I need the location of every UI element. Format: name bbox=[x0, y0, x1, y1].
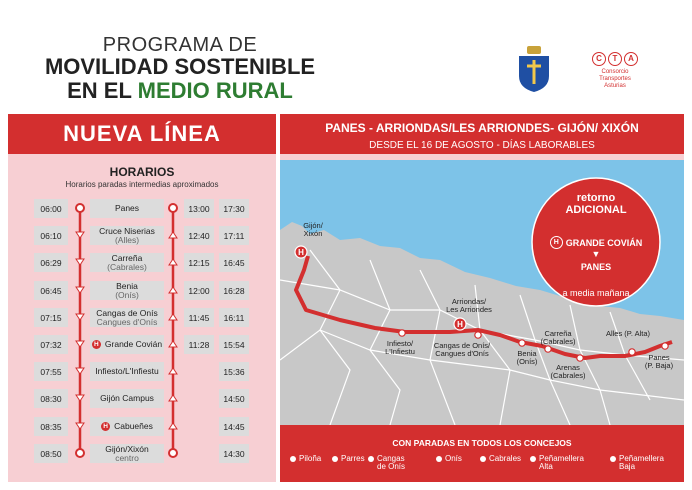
return-time-1: 11:45 bbox=[184, 308, 214, 327]
stop-label: Cruce Niserias bbox=[99, 225, 155, 236]
return-time-1: 12:40 bbox=[184, 226, 214, 245]
retorno-l3: GRANDE COVIÁN bbox=[565, 237, 643, 248]
return-time-2: 17:30 bbox=[219, 199, 249, 218]
cta-caption-1: Consorcio bbox=[601, 69, 629, 75]
return-time-2: 16:11 bbox=[219, 308, 249, 327]
map-label-arenas-1: Arenas bbox=[556, 363, 580, 372]
map-label-gijon-2: Xixón bbox=[303, 229, 323, 238]
map-label-carrena-2: (Cabrales) bbox=[540, 337, 576, 346]
down-arrow-marker bbox=[76, 287, 84, 293]
stop-label: Carreña bbox=[111, 252, 143, 263]
up-arrow-marker bbox=[169, 423, 177, 429]
concejo-name: Peñamellera bbox=[539, 454, 584, 463]
concejo-name: Piloña bbox=[299, 454, 322, 463]
map-label-gijon bbox=[293, 222, 333, 238]
map-label-arriondas bbox=[434, 298, 504, 314]
map-label-arriondas-1: Arriondas/ bbox=[451, 297, 487, 306]
departure-time: 08:50 bbox=[34, 444, 68, 463]
down-arrow-marker bbox=[76, 259, 84, 265]
map-label-panes-1: Panes bbox=[648, 353, 670, 362]
stop-sublabel: (Alles) bbox=[114, 234, 140, 245]
bullet-icon bbox=[290, 456, 296, 462]
stop-label: Benia bbox=[116, 280, 138, 291]
map-label-panes-2: (P. Baja) bbox=[644, 361, 674, 370]
cta-caption-2: Transportes bbox=[599, 76, 631, 82]
stop-label: Cabueñes bbox=[114, 421, 153, 431]
departure-time: 07:32 bbox=[34, 335, 68, 354]
stop-name bbox=[90, 417, 164, 436]
stop-label: Infiesto/L'Infiestu bbox=[95, 366, 159, 376]
concejo-name: Parres bbox=[341, 454, 365, 463]
stop-name bbox=[90, 308, 164, 327]
map-label-cangas bbox=[426, 342, 498, 358]
header-line-2: MOVILIDAD SOSTENIBLE bbox=[44, 54, 316, 79]
stop-label: Panes bbox=[114, 203, 140, 213]
map-label-cangas-1: Cangas de Onís/ bbox=[433, 341, 491, 350]
nueva-linea-title: NUEVA LÍNEA bbox=[8, 114, 276, 154]
stop-name bbox=[90, 226, 164, 245]
concejo-name-2: Baja bbox=[619, 462, 636, 471]
terminal-stop-marker bbox=[76, 204, 84, 212]
concejo-name: Cangas bbox=[377, 454, 405, 463]
concejo-name: Onís bbox=[445, 454, 462, 463]
departure-time: 07:55 bbox=[34, 362, 68, 381]
concejo-item bbox=[332, 455, 365, 463]
concejo-item bbox=[290, 455, 321, 463]
map-label-arenas bbox=[546, 364, 590, 380]
bullet-icon bbox=[368, 456, 374, 462]
cta-letter-a: A bbox=[624, 52, 638, 66]
concejo-item bbox=[436, 455, 462, 463]
map-label-benia-1: Benia bbox=[517, 349, 537, 358]
horarios-heading: HORARIOS bbox=[109, 165, 175, 179]
stop-label: Gijón Campus bbox=[100, 393, 154, 403]
down-arrow-marker bbox=[76, 314, 84, 320]
bullet-icon bbox=[332, 456, 338, 462]
bullet-icon bbox=[480, 456, 486, 462]
concejo-name: Peñamellera bbox=[619, 454, 664, 463]
map-label-gijon-1: Gijón/ bbox=[303, 221, 323, 230]
paradas-heading: CON PARADAS EN TODOS LOS CONCEJOS bbox=[392, 438, 572, 448]
map-label-benia-2: (Onís) bbox=[516, 357, 538, 366]
up-arrow-marker bbox=[169, 314, 177, 320]
stop-name bbox=[90, 281, 164, 300]
retorno-l2: ADICIONAL bbox=[565, 204, 627, 216]
bullet-icon bbox=[530, 456, 536, 462]
departure-time: 07:15 bbox=[34, 308, 68, 327]
terminal-stop-marker bbox=[76, 449, 84, 457]
departure-time: 08:35 bbox=[34, 417, 68, 436]
concejo-name-2: Alta bbox=[539, 462, 553, 471]
svg-text:H: H bbox=[457, 320, 463, 329]
header-line-3b: MEDIO RURAL bbox=[137, 78, 293, 103]
departure-time: 08:30 bbox=[34, 389, 68, 408]
terminal-stop-marker bbox=[169, 449, 177, 457]
bullet-icon bbox=[610, 456, 616, 462]
map-label-infiesto-1: Infiesto/ bbox=[386, 339, 414, 348]
return-time-2: 16:28 bbox=[219, 281, 249, 300]
stop-name bbox=[90, 199, 164, 218]
stop-name bbox=[90, 389, 164, 408]
return-time-1: 13:00 bbox=[184, 199, 214, 218]
header-line-1: PROGRAMA DE bbox=[102, 34, 258, 56]
return-time-1: 12:00 bbox=[184, 281, 214, 300]
hospital-icon: H bbox=[92, 340, 101, 349]
stop-name bbox=[90, 444, 164, 463]
return-time-2: 14:50 bbox=[219, 389, 249, 408]
return-time-1: 12:15 bbox=[184, 253, 214, 272]
map-label-panes bbox=[642, 354, 676, 370]
stop-sublabel: Cangues d'Onís bbox=[96, 316, 158, 327]
map-label-infiesto bbox=[375, 340, 425, 356]
map-label-arenas-2: (Cabrales) bbox=[550, 371, 586, 380]
hospital-icon: H bbox=[550, 236, 563, 249]
cta-letter-t: T bbox=[608, 52, 622, 66]
concejo-name-2: de Onís bbox=[377, 462, 406, 471]
return-time-2: 16:45 bbox=[219, 253, 249, 272]
hospital-icon: H bbox=[101, 422, 110, 431]
stop-label: Gijón/Xixón bbox=[105, 443, 149, 454]
stop-label: Grande Covián bbox=[104, 339, 163, 349]
down-arrow-icon: ▼ bbox=[591, 249, 601, 259]
map-label-carrena bbox=[536, 330, 580, 346]
stop-label: Cangas de Onís bbox=[96, 307, 158, 318]
retorno-l5: a media mañana bbox=[562, 288, 630, 298]
return-time-1: 11:28 bbox=[184, 335, 214, 354]
header-line-3a: EN EL bbox=[67, 78, 138, 103]
up-arrow-marker bbox=[169, 287, 177, 293]
departure-time: 06:45 bbox=[34, 281, 68, 300]
retorno-l3-row bbox=[512, 236, 680, 249]
retorno-l1: retorno bbox=[576, 192, 616, 204]
down-arrow-marker bbox=[76, 232, 84, 238]
down-arrow-marker bbox=[76, 395, 84, 401]
up-arrow-marker bbox=[169, 368, 177, 374]
return-time-2: 15:54 bbox=[219, 335, 249, 354]
return-time-2: 15:36 bbox=[219, 362, 249, 381]
up-arrow-marker bbox=[169, 232, 177, 238]
svg-text:H: H bbox=[298, 248, 304, 257]
map-label-arriondas-2: Les Arriondes bbox=[446, 305, 492, 314]
stop-sublabel: (Cabrales) bbox=[107, 261, 147, 272]
departure-time: 06:29 bbox=[34, 253, 68, 272]
return-time-2: 14:30 bbox=[219, 444, 249, 463]
down-arrow-marker bbox=[76, 368, 84, 374]
cta-caption-3: Asturias bbox=[604, 83, 626, 89]
departure-time: 06:00 bbox=[34, 199, 68, 218]
stop-sublabel: (Onís) bbox=[115, 289, 139, 300]
up-arrow-marker bbox=[169, 395, 177, 401]
map-label-cangas-2: Cangues d'Onís bbox=[435, 349, 489, 358]
return-time-2: 17:11 bbox=[219, 226, 249, 245]
horarios-subtitle: Horarios paradas intermedias aproximados bbox=[65, 180, 219, 189]
stop-name bbox=[90, 253, 164, 272]
stop-name bbox=[90, 362, 164, 381]
cta-letter-c: C bbox=[592, 52, 606, 66]
return-time-2: 14:45 bbox=[219, 417, 249, 436]
stop-sublabel: centro bbox=[115, 452, 139, 463]
route-title: PANES - ARRIONDAS/LES ARRIONDES- GIJÓN/ XIXÓN bbox=[325, 121, 639, 135]
map-label-alles: Alles (P. Alta) bbox=[605, 329, 651, 338]
up-arrow-marker bbox=[169, 259, 177, 265]
stop-name bbox=[90, 335, 164, 354]
down-arrow-marker bbox=[76, 341, 84, 347]
concejo-name: Cabrales bbox=[489, 454, 522, 463]
concejo-item bbox=[610, 455, 664, 471]
map-label-benia bbox=[510, 350, 544, 366]
bullet-icon bbox=[436, 456, 442, 462]
concejo-item bbox=[368, 455, 405, 471]
departure-time: 06:10 bbox=[34, 226, 68, 245]
route-dates: DESDE EL 16 DE AGOSTO - DÍAS LABORABLES bbox=[369, 140, 595, 151]
down-arrow-marker bbox=[76, 423, 84, 429]
map-label-infiesto-2: L'Infiestu bbox=[385, 347, 415, 356]
retorno-l4: PANES bbox=[580, 262, 612, 272]
terminal-stop-marker bbox=[169, 204, 177, 212]
up-arrow-marker bbox=[169, 341, 177, 347]
concejo-item bbox=[530, 455, 584, 471]
hospital-icon bbox=[295, 246, 307, 258]
concejo-item bbox=[480, 455, 521, 463]
map-label-carrena-1: Carreña bbox=[544, 329, 572, 338]
hospital-icon bbox=[454, 318, 466, 330]
